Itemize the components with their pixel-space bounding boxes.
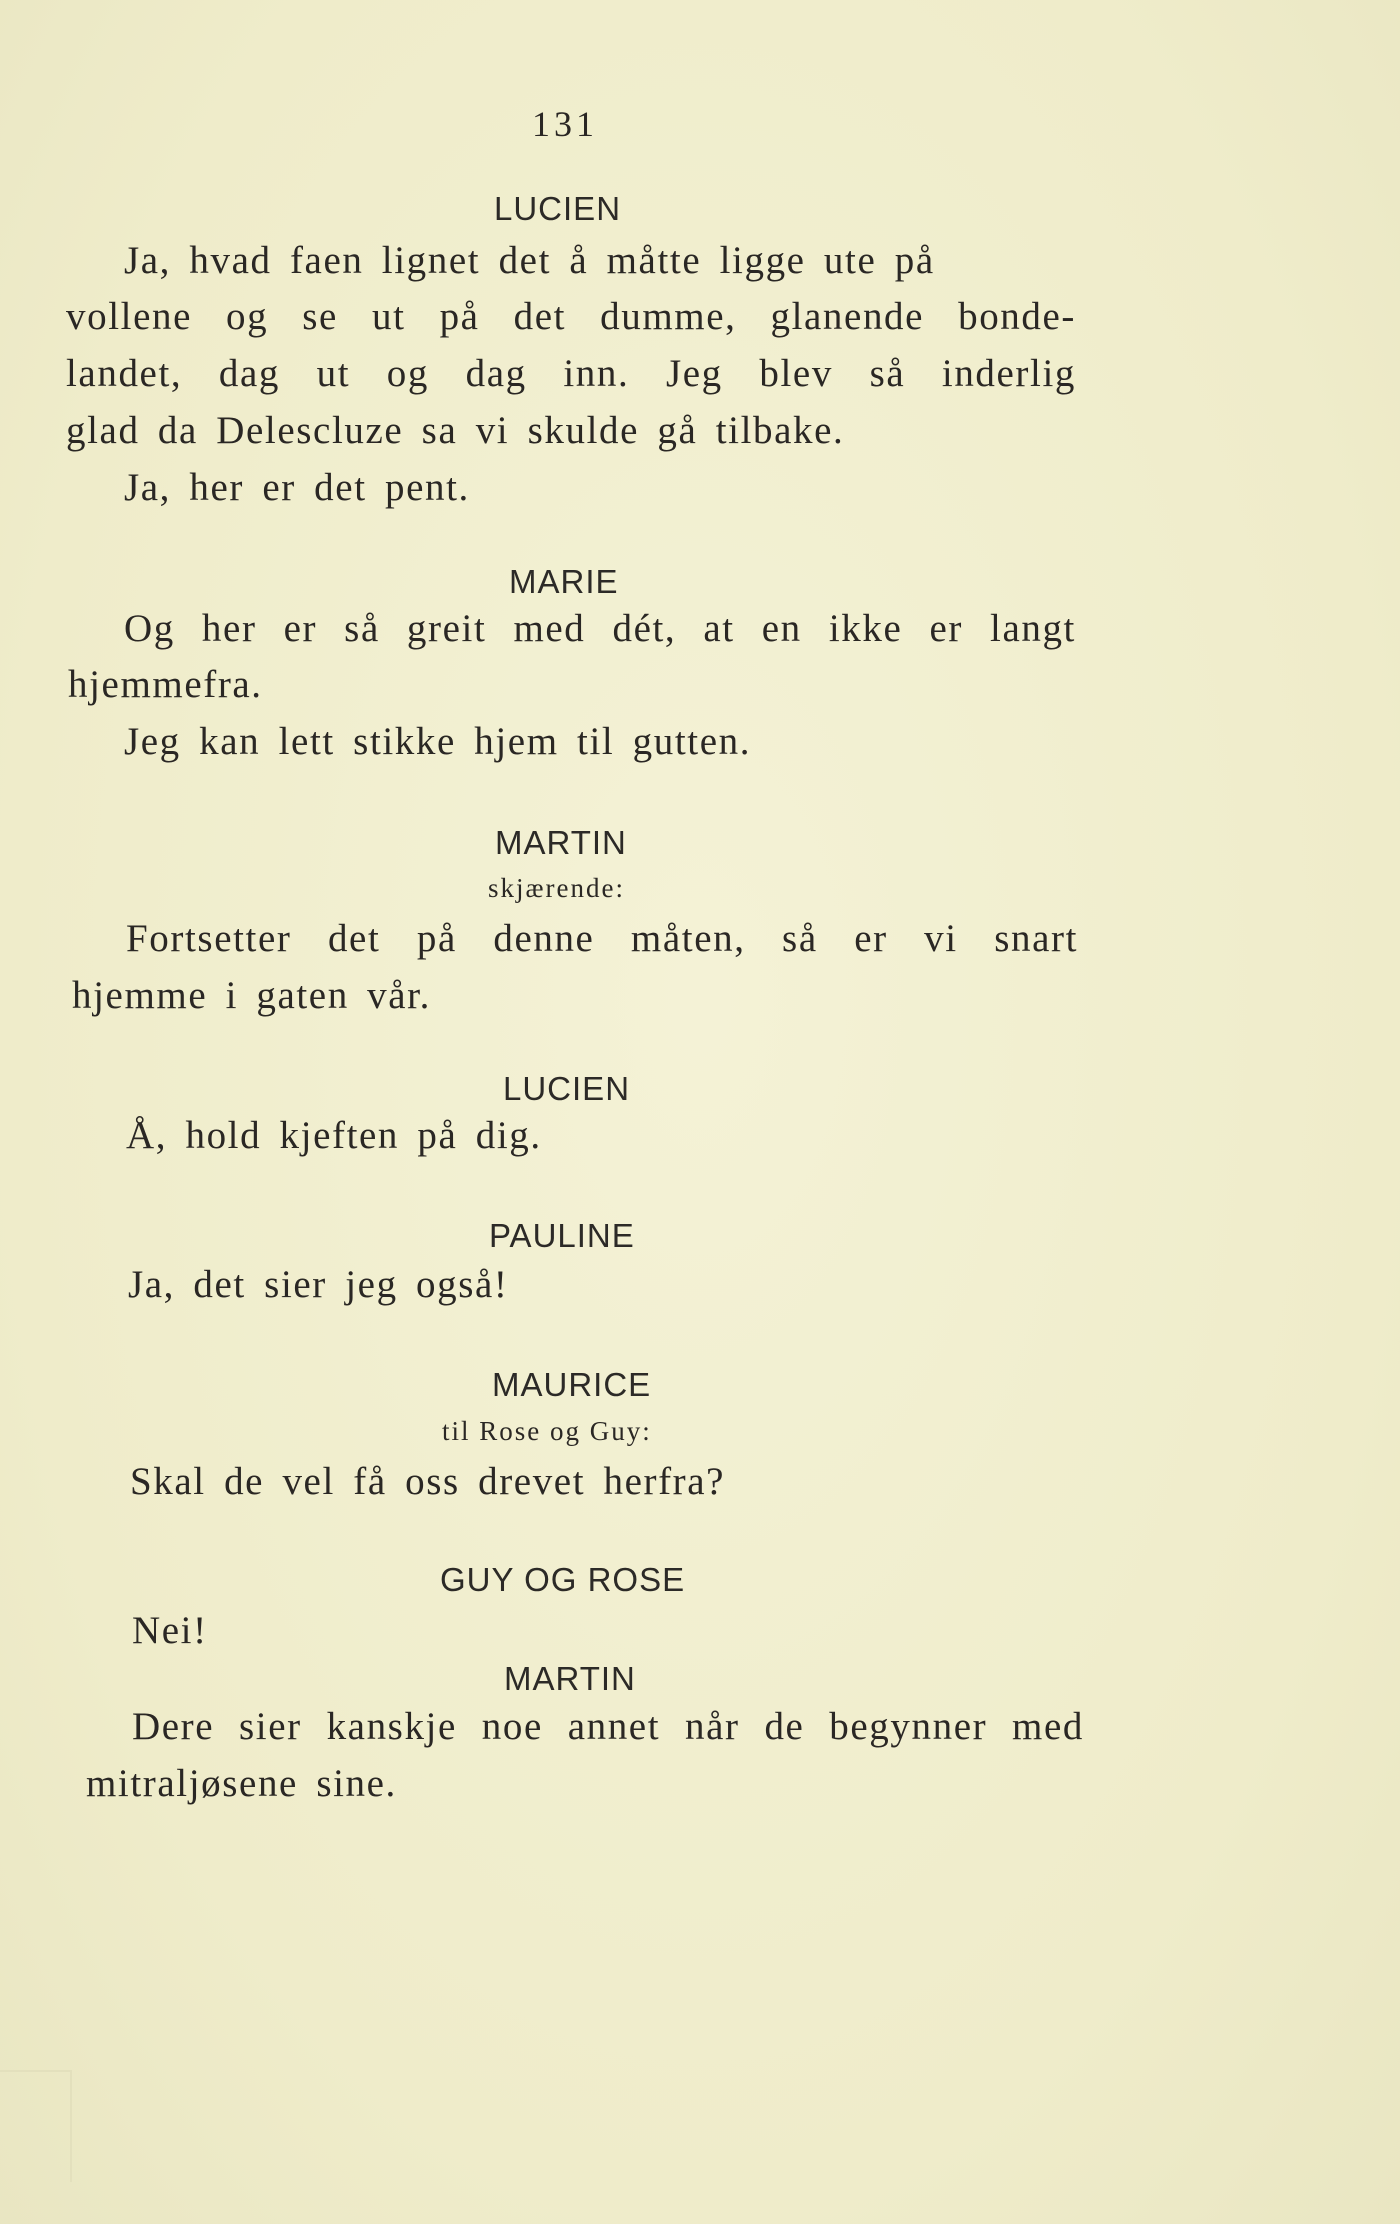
dialogue-line: glad da Delescluze sa vi skulde gå tilbake.: [66, 409, 845, 452]
dialogue-line: Og her er så greit med dét, at en ikke er langt: [124, 607, 1076, 650]
dialogue-line: Ja, hvad faen lignet det å måtte ligge ute på: [124, 239, 935, 282]
scan-edge-mark: [0, 2070, 72, 2182]
speaker-maurice: MAURICE: [492, 1366, 652, 1403]
speaker-lucien-2: LUCIEN: [503, 1070, 631, 1107]
page-number: 131: [532, 104, 598, 144]
dialogue-line: mitraljøsene sine.: [86, 1762, 397, 1805]
dialogue-line: Nei!: [132, 1609, 208, 1652]
dialogue-line: hjemmefra.: [68, 663, 263, 706]
dialogue-line: hjemme i gaten vår.: [72, 974, 431, 1017]
dialogue-line: vollene og se ut på det dumme, glanende bonde-: [66, 295, 1076, 338]
dialogue-line: Å, hold kjeften på dig.: [126, 1114, 542, 1157]
stage-direction: skjærende:: [488, 873, 625, 903]
speaker-pauline: PAULINE: [489, 1217, 635, 1254]
speaker-martin: MARTIN: [495, 824, 627, 861]
dialogue-line: Fortsetter det på denne måten, så er vi snart: [126, 917, 1078, 960]
dialogue-line: Jeg kan lett stikke hjem til gutten.: [124, 720, 752, 763]
stage-direction: til Rose og Guy:: [442, 1416, 652, 1446]
speaker-guy-og-rose: GUY OG ROSE: [440, 1561, 686, 1598]
dialogue-line: landet, dag ut og dag inn. Jeg blev så inderlig: [66, 352, 1076, 395]
dialogue-line: Ja, det sier jeg også!: [128, 1263, 509, 1306]
dialogue-line: Skal de vel få oss drevet herfra?: [130, 1460, 726, 1503]
dialogue-line: Ja, her er det pent.: [124, 466, 470, 509]
speaker-marie: MARIE: [509, 563, 619, 600]
speaker-lucien: LUCIEN: [494, 190, 622, 227]
dialogue-line: Dere sier kanskje noe annet når de begynner med: [132, 1705, 1084, 1748]
speaker-martin-2: MARTIN: [504, 1660, 636, 1697]
